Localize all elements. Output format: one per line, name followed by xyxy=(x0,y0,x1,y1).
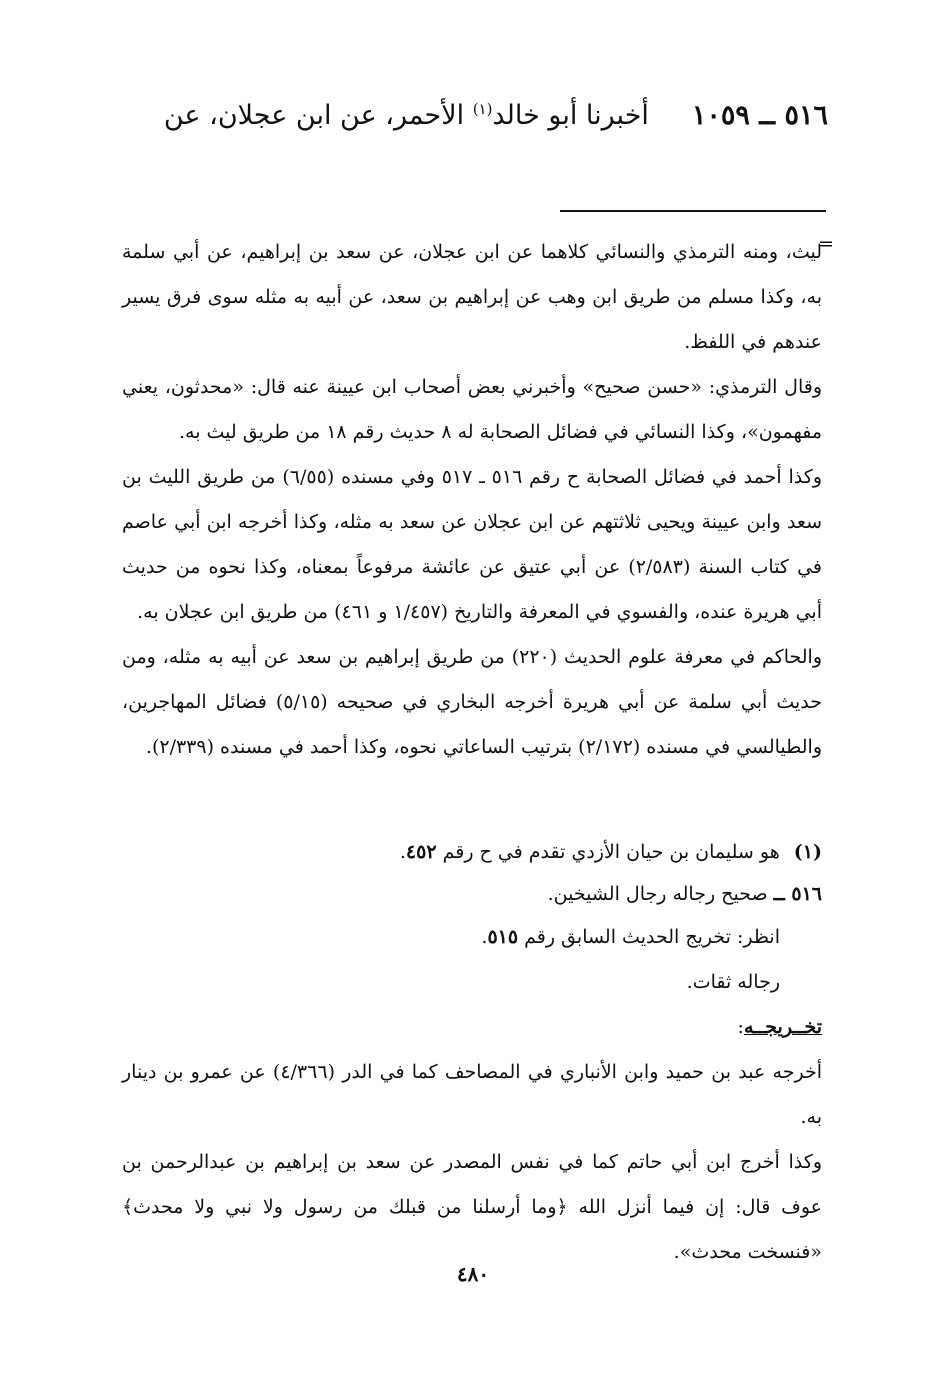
footnote-paragraph: وكذا أحمد في فضائل الصحابة ح رقم ٥١٦ ـ ٥١٧ وفي مسنده (٦/٥٥) من طريق الليث بن سعد وابن عيينة ويحيى ثلاثتهم عن ابن عجلان عن سعد به مثله، وكذا أخرجه ابن أبي عاصم في كتاب السنة (٢/٥٨٣) عن أبي عتيق عن عائشة مرفوعاً بمعناه، وكذا نحوه من حديث أبي هريرة عنده، والفسوي في المعرفة والتاريخ (١/٤٥٧ و ٤٦١) من طريق ابن عجلان به. xyxy=(122,466,823,623)
footnote-paragraph: وقال الترمذي: «حسن صحيح» وأخبرني بعض أصحاب ابن عيينة عنه قال: «محدثون، يعني مفهمون»، وكذا النسائي في فضائل الصحابة له ٨ حديث رقم ١٨ من طريق ليث به. xyxy=(122,376,822,443)
footnote-continuation xyxy=(122,230,822,770)
hadith-grading xyxy=(122,872,822,917)
takhrij-heading-line xyxy=(122,1005,822,1050)
footnote-paragraph: ليث، ومنه الترمذي والنسائي كلاهما عن ابن عجلان، عن سعد بن إبراهيم، عن أبي سلمة به، وكذا مسلم من طريق ابن وهب عن إبراهيم بن سعد، عن أبيه به مثله سوى فرق يسير عندهم في اللفظ. xyxy=(122,241,822,353)
footnote-1-period: . xyxy=(399,841,406,863)
takhrij-colon: : xyxy=(737,1016,744,1038)
continuation-mark: = xyxy=(818,233,834,255)
hadith-grading-label: ٥١٦ ــ xyxy=(773,883,822,905)
hadith-main-line xyxy=(108,96,828,136)
footnote-separator xyxy=(560,210,826,212)
unzur-line xyxy=(122,915,780,960)
hadith-grading-text: صحيح رجاله رجال الشيخين. xyxy=(547,883,774,905)
unzur-text: انظر: تخريج الحديث السابق رقم xyxy=(518,926,780,948)
page-number: ٤٨٠ xyxy=(456,1262,490,1286)
footnote-reference: (١) xyxy=(472,100,493,118)
footnote-1-number: ٤٥٢ xyxy=(405,841,437,863)
footnote-paragraph: والحاكم في معرفة علوم الحديث (٢٢٠) من طريق إبراهيم بن سعد عن أبيه به مثله، ومن حديث أبي سلمة عن أبي هريرة أخرجه البخاري في صحيحه (٥/١٥) فضائل المهاجرين، والطيالسي في مسنده (٢/١٧٢) بترتيب الساعاتي نحوه، وكذا أحمد في مسنده (٢/٣٣٩). xyxy=(122,646,822,758)
hadith-commentary xyxy=(122,915,822,1275)
rijal-line: رجاله ثقات. xyxy=(686,971,780,993)
footnote-1-text: هو سليمان بن حيان الأزدي تقدم في ح رقم xyxy=(436,841,780,863)
unzur-period: . xyxy=(481,926,488,948)
takhrij-heading: تخــريجــه xyxy=(743,1016,822,1038)
hadith-text-end: الأحمر، عن ابن عجلان، عن xyxy=(163,100,473,131)
unzur-number: ٥١٥ xyxy=(487,926,519,948)
takhrij-paragraph: أخرجه عبد بن حميد وابن الأنباري في المصاحف كما في الدر (٤/٣٦٦) عن عمرو بن دينار به. xyxy=(122,1061,822,1128)
footnote-1 xyxy=(122,830,822,875)
hadith-text-start: أخبرنا أبو خالد xyxy=(492,100,649,131)
takhrij-paragraph: وكذا أخرج ابن أبي حاتم كما في نفس المصدر عن سعد بن إبراهيم بن عبدالرحمن بن عوف قال: إن فيما أنزل الله ﴿وما أرسلنا من قبلك من رسول ولا نبي ولا محدث﴾ «فنسخت محدث». xyxy=(122,1151,822,1263)
footnote-1-label: (١) xyxy=(793,841,822,863)
hadith-number: ٥١٦ ــ ١٠٥٩ xyxy=(691,100,828,131)
